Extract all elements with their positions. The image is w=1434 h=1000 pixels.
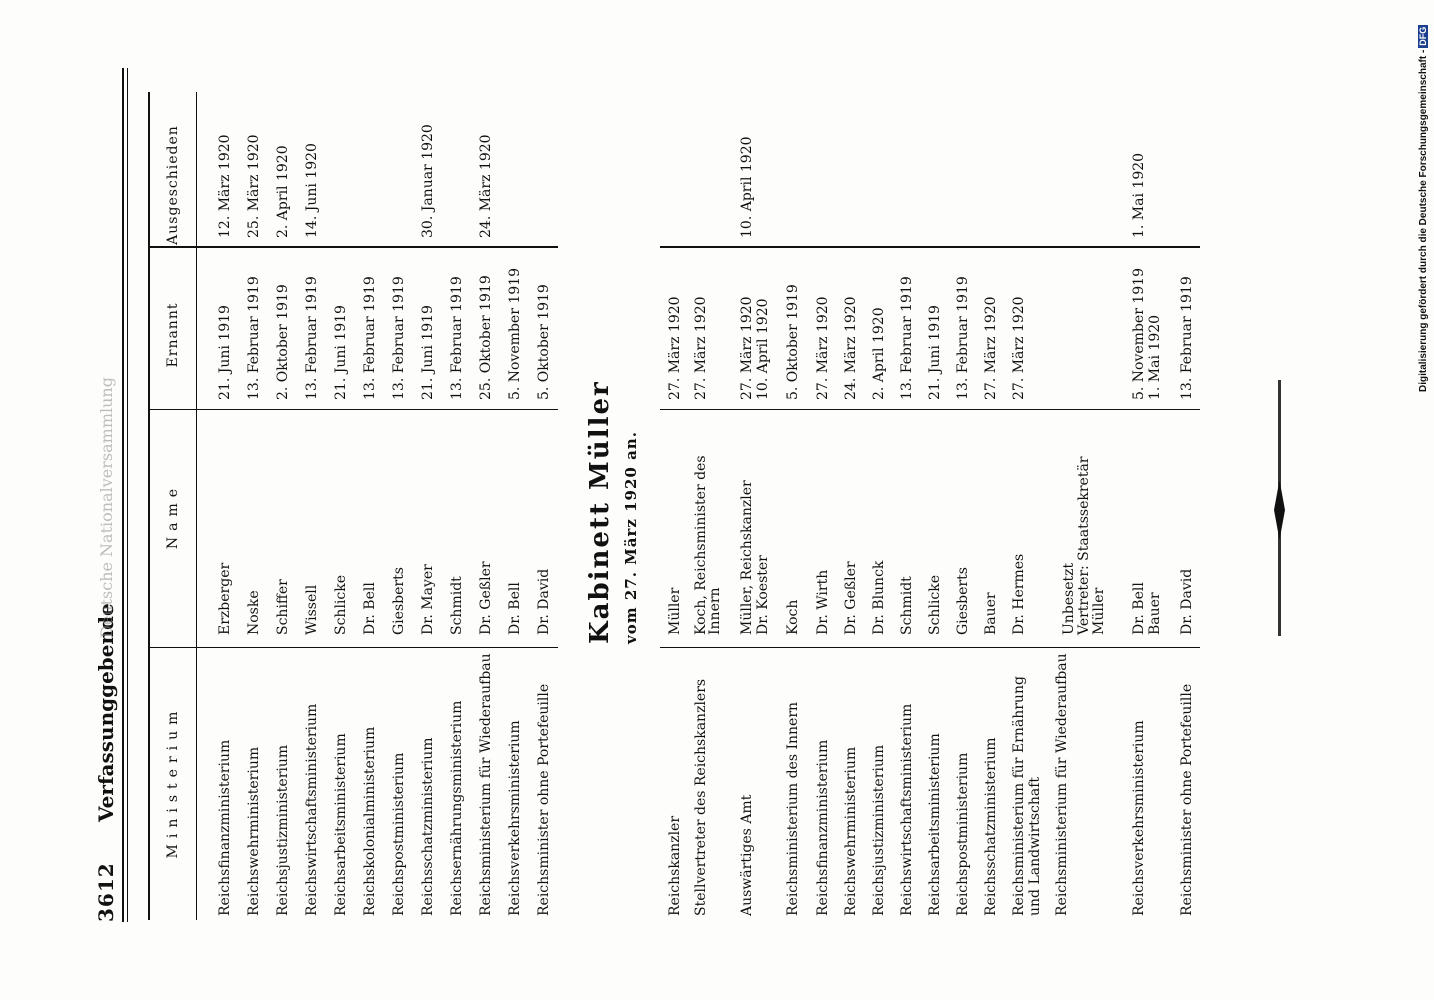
- table2-cell-ausgeschieden: 10. April 1920: [739, 136, 755, 238]
- table1-cell-name: Noske: [246, 590, 262, 635]
- header-title: Verfassunggebende: [94, 603, 118, 822]
- table1-cell-ministerium: Reichsminister ohne Portefeuille: [536, 683, 552, 916]
- table2-cell-ernannt: 10. April 1920: [755, 298, 771, 400]
- table2-cell-ministerium: Reichsjustizministerium: [871, 744, 887, 916]
- table2-cell-name: Dr. Blunck: [871, 560, 887, 635]
- table2-cell-ernannt: 13. Februar 1919: [899, 276, 915, 400]
- table2-cell-name: Bauer: [1147, 592, 1163, 635]
- table1-cell-name: Dr. David: [536, 568, 552, 635]
- table2-cell-ministerium: Reichskanzler: [667, 815, 683, 916]
- table2-cell-ernannt: 5. November 1919: [1131, 268, 1147, 400]
- table2-cell-name: Müller: [1091, 587, 1107, 635]
- table2-cell-name: Dr. Geßler: [843, 561, 859, 635]
- table1-cell-ausgeschieden: 25. März 1920: [246, 134, 262, 238]
- page-number: 3612: [94, 862, 118, 922]
- table2-cell-name: Dr. David: [1179, 568, 1195, 635]
- table2-cell-name: Vertreter: Staatssekretär: [1076, 456, 1092, 635]
- table2-cell-ernannt: 1. Mai 1920: [1147, 314, 1163, 400]
- table2-cell-name: Schlicke: [927, 574, 943, 635]
- header-rule: [122, 68, 124, 922]
- table2-cell-ministerium: Reichsarbeitsministerium: [927, 733, 943, 916]
- table1-cell-name: Dr. Geßler: [478, 561, 494, 635]
- table1-cell-name: Schiffer: [275, 579, 291, 635]
- table1-cell-ernannt: 21. Juni 1919: [420, 305, 436, 400]
- table1-cell-name: Wissell: [304, 584, 320, 635]
- table1-cell-ministerium: Reichswehrministerium: [246, 746, 262, 916]
- table1-cell-ernannt: 13. Februar 1919: [246, 276, 262, 400]
- table1-cell-ausgeschieden: 12. März 1920: [217, 134, 233, 238]
- table2-cell-name: Dr. Bell: [1131, 582, 1147, 635]
- table2-cell-name: Unbesetzt: [1061, 562, 1077, 635]
- table1-cell-name: Schmidt: [449, 576, 465, 635]
- col-header-ministerium: Ministerium: [165, 705, 181, 859]
- table1-cell-ausgeschieden: 14. Juni 1920: [304, 143, 320, 238]
- table1-cell-ministerium: Reichsverkehrsministerium: [507, 720, 523, 916]
- cabinet-title: Kabinett Müller: [585, 380, 615, 644]
- col-header-ernannt: Ernannt: [165, 302, 181, 368]
- table2-cell-ministerium: Reichspostministerium: [955, 752, 971, 916]
- table1-cell-ernannt: 21. Juni 1919: [217, 305, 233, 400]
- table2-cell-name: Koch, Reichsminister des: [693, 455, 709, 635]
- table1-cell-name: Schlicke: [333, 574, 349, 635]
- col-divider-2: [150, 409, 558, 410]
- table1-cell-ministerium: Reichsernährungsministerium: [449, 700, 465, 916]
- col-divider-3: [150, 246, 558, 248]
- table2-cell-ministerium: Reichsministerium des Innern: [785, 701, 801, 916]
- table2-cell-ernannt: 27. März 1920: [667, 296, 683, 400]
- table2-cell-ministerium: Auswärtiges Amt: [739, 794, 755, 916]
- cabinet-subtitle: vom 27. März 1920 an.: [622, 431, 640, 644]
- dfg-logo: DFG: [1418, 26, 1428, 46]
- table2-cell-name: Müller: [667, 587, 683, 635]
- table1-cell-ministerium: Reichspostministerium: [391, 752, 407, 916]
- table2-cell-ministerium: Reichswirtschaftsministerium: [899, 703, 915, 916]
- table1-cell-ernannt: 13. Februar 1919: [449, 276, 465, 400]
- table2-cell-name: Giesberts: [955, 567, 971, 635]
- credit-text: Digitalisierung gefördert durch die Deutsche Forschungsgemeinschaft -: [1418, 49, 1429, 392]
- table2-cell-ministerium: Reichsfinanzministerium: [815, 739, 831, 916]
- table2-cell-ministerium: Reichsschatzministerium: [983, 737, 999, 916]
- table1-cell-ernannt: 25. Oktober 1919: [478, 275, 494, 400]
- table2-cell-name: Koch: [785, 599, 801, 635]
- table2-cell-ernannt: 27. März 1920: [815, 296, 831, 400]
- table1-cell-ernannt: 5. Oktober 1919: [536, 284, 552, 400]
- table2-cell-ernannt: 27. März 1920: [693, 296, 709, 400]
- table1-header-rule: [196, 92, 197, 920]
- table1-cell-ministerium: Reichsministerium für Wiederaufbau: [478, 653, 494, 916]
- table2-cell-ernannt: 24. März 1920: [843, 296, 859, 400]
- header-title-faded: Deutsche Nationalversammlung: [97, 377, 116, 638]
- table2-cell-name: Bauer: [983, 592, 999, 635]
- table2-cell-ministerium: Reichsminister ohne Portefeuille: [1179, 683, 1195, 916]
- table1-cell-ernannt: 5. November 1919: [507, 268, 523, 400]
- table2-cell-ausgeschieden: 1. Mai 1920: [1131, 152, 1147, 238]
- table1-cell-ernannt: 13. Februar 1919: [391, 276, 407, 400]
- table1-cell-ausgeschieden: 24. März 1920: [478, 134, 494, 238]
- table2-cell-name: Dr. Hermes: [1011, 553, 1027, 635]
- table1-cell-name: Dr. Mayer: [420, 564, 436, 635]
- table2-cell-ministerium: Reichsministerium für Ernährung: [1011, 676, 1027, 916]
- table2-cell-name: Innern: [707, 587, 723, 635]
- table1-cell-ernannt: 21. Juni 1919: [333, 305, 349, 400]
- table2-cell-ministerium: Reichswehrministerium: [843, 746, 859, 916]
- table2-cell-ernannt: 13. Februar 1919: [1179, 276, 1195, 400]
- table2-cell-ernannt: 5. Oktober 1919: [785, 284, 801, 400]
- digitization-credit: [1418, 0, 1432, 1000]
- table1-cell-ministerium: Reichsfinanzministerium: [217, 739, 233, 916]
- table1-cell-ausgeschieden: 30. Januar 1920: [420, 124, 436, 238]
- table1-cell-ministerium: Reichsarbeitsministerium: [333, 733, 349, 916]
- table2-cell-ernannt: 27. März 1920: [1011, 296, 1027, 400]
- table1-cell-ministerium: Reichsschatzministerium: [420, 737, 436, 916]
- table1-top-rule: [148, 92, 150, 920]
- table1-cell-ministerium: Reichswirtschaftsministerium: [304, 703, 320, 916]
- table1-cell-name: Giesberts: [391, 567, 407, 635]
- table2-cell-ministerium: und Landwirtschaft: [1027, 776, 1043, 916]
- table1-cell-ernannt: 13. Februar 1919: [362, 276, 378, 400]
- table1-cell-ernannt: 2. Oktober 1919: [275, 284, 291, 400]
- table2-cell-ernannt: 2. April 1920: [871, 307, 887, 400]
- table2-cell-name: Dr. Koester: [755, 555, 771, 635]
- col-header-name: Name: [165, 482, 181, 550]
- col-header-ausgeschieden: Ausgeschieden: [165, 125, 181, 245]
- table2-cell-name: Dr. Wirth: [815, 569, 831, 635]
- table2-cell-name: Schmidt: [899, 576, 915, 635]
- table2-cell-name: Müller, Reichskanzler: [739, 480, 755, 635]
- t2-col-divider-2: [660, 409, 1200, 410]
- table2-cell-ernannt: 13. Februar 1919: [955, 276, 971, 400]
- t2-col-divider-1: [660, 647, 1200, 648]
- table1-cell-name: Dr. Bell: [507, 582, 523, 635]
- table2-cell-ernannt: 27. März 1920: [739, 296, 755, 400]
- table2-cell-ernannt: 21. Juni 1919: [927, 305, 943, 400]
- t2-col-divider-3: [660, 246, 1200, 248]
- table2-cell-ministerium: Reichsministerium für Wiederaufbau: [1054, 653, 1070, 916]
- header-rule-2: [127, 68, 128, 922]
- table1-cell-name: Dr. Bell: [362, 582, 378, 635]
- table1-cell-ministerium: Reichskolonialministerium: [362, 726, 378, 916]
- table2-cell-ministerium: Reichsverkehrsministerium: [1131, 720, 1147, 916]
- table1-cell-ministerium: Reichsjustizministerium: [275, 744, 291, 916]
- table2-cell-ernannt: 27. März 1920: [983, 296, 999, 400]
- table1-cell-ernannt: 13. Februar 1919: [304, 276, 320, 400]
- table1-cell-name: Erzberger: [217, 562, 233, 635]
- table2-cell-ministerium: Stellvertreter des Reichskanzlers: [693, 678, 709, 916]
- col-divider-1: [150, 647, 558, 648]
- table1-cell-ausgeschieden: 2. April 1920: [275, 145, 291, 238]
